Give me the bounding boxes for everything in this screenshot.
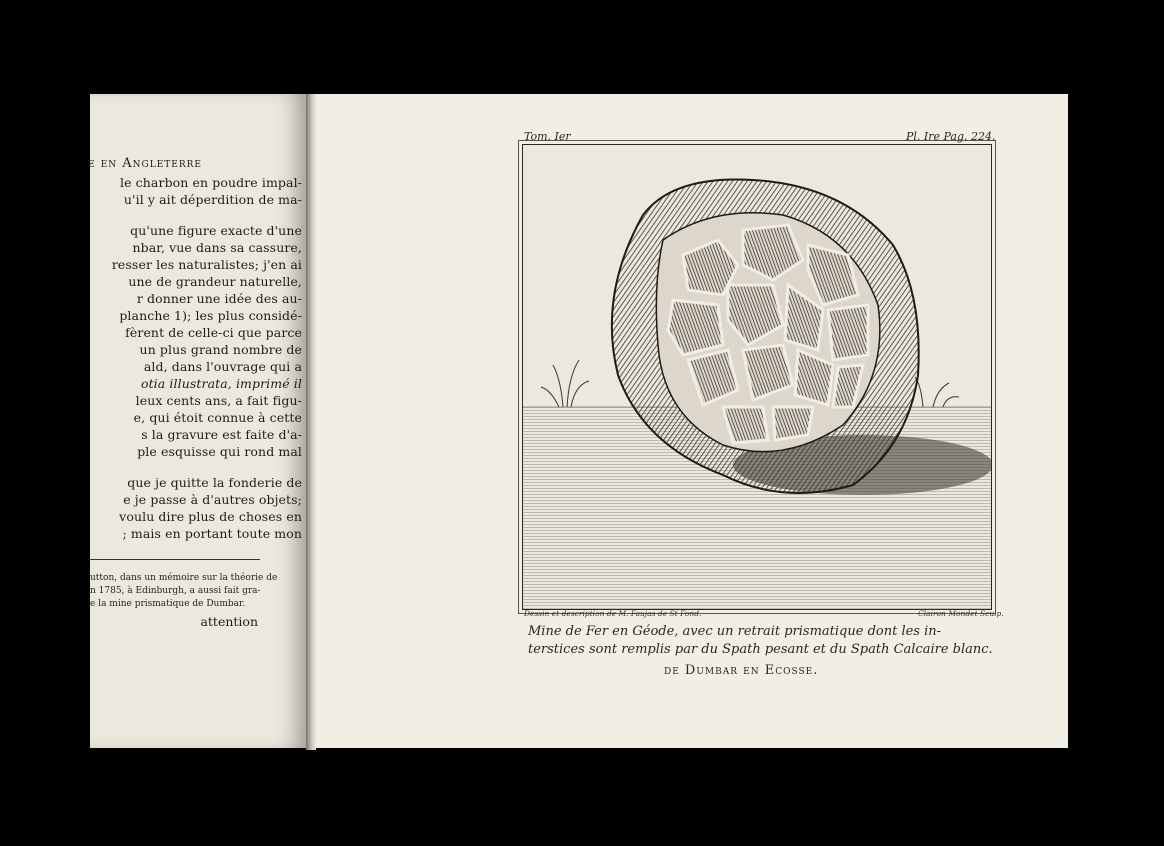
plate-page-reference: Pl. Ire Pag. 224. [906, 130, 996, 143]
plate-caption-location: de Dumbar en Ecosse. [664, 663, 819, 678]
left-page [90, 94, 306, 748]
text-line [90, 208, 302, 222]
right-page [316, 94, 1068, 748]
book-gutter [306, 94, 316, 750]
text-line: r donner une idée des au- [136, 291, 302, 306]
text-line: un plus grand nombre de [139, 342, 302, 357]
text-line: otia illustrata, imprimé il [140, 376, 302, 391]
text-line: voulu dire plus de choses en [119, 509, 302, 524]
engraving-plate [522, 144, 992, 610]
catchword: attention [200, 614, 258, 629]
plate-caption-line: terstices sont remplis par du Spath pesant et du Spath Calcaire blanc. [528, 642, 993, 657]
text-line [90, 460, 302, 474]
text-line: e je passe à d'autres objets; [123, 492, 302, 507]
geode-engraving [523, 145, 991, 609]
text-line: ; mais en portant toute mon [122, 526, 302, 541]
text-line: resser les naturalistes; j'en ai [111, 257, 302, 272]
text-line: que je quitte la fonderie de [127, 475, 302, 490]
body-text [90, 174, 302, 542]
footnote-line: e la mine prismatique de Dumbar. [90, 599, 246, 609]
text-line: fèrent de celle-ci que parce [125, 325, 302, 340]
text-line: s la gravure est faite d'a- [141, 427, 302, 442]
draughtsman-credit: Dessin et description de M. Faujas de St Fond. [524, 609, 702, 618]
footnote-rule [90, 559, 260, 560]
plate-volume-label: Tom. Ier [524, 130, 571, 143]
plate-caption-line: Mine de Fer en Géode, avec un retrait prismatique dont les in- [528, 624, 942, 639]
text-line: qu'une figure exacte d'une [130, 223, 302, 238]
text-line: planche 1); les plus considé- [119, 308, 302, 323]
footnote-line: n 1785, à Edinburgh, a aussi fait gra- [90, 586, 261, 596]
text-line: e, qui étoit connue à cette [133, 410, 302, 425]
engraver-credit: Clairon Mondet Sculp. [918, 609, 1004, 618]
text-line: le charbon en poudre impal- [120, 175, 302, 190]
text-line: leux cents ans, a fait figu- [135, 393, 302, 408]
text-line: ald, dans l'ouvrage qui a [143, 359, 302, 374]
text-line: nbar, vue dans sa cassure, [132, 240, 302, 255]
footnotes [90, 572, 302, 611]
text-line: une de grandeur naturelle, [128, 274, 302, 289]
text-line: u'il y ait déperdition de ma- [123, 192, 302, 207]
book-spread [90, 94, 1070, 750]
footnote-line: utton, dans un mémoire sur la théorie de [90, 573, 278, 583]
running-head: e en Angleterre [88, 156, 202, 171]
text-line: ple esquisse qui rond mal [137, 444, 302, 459]
